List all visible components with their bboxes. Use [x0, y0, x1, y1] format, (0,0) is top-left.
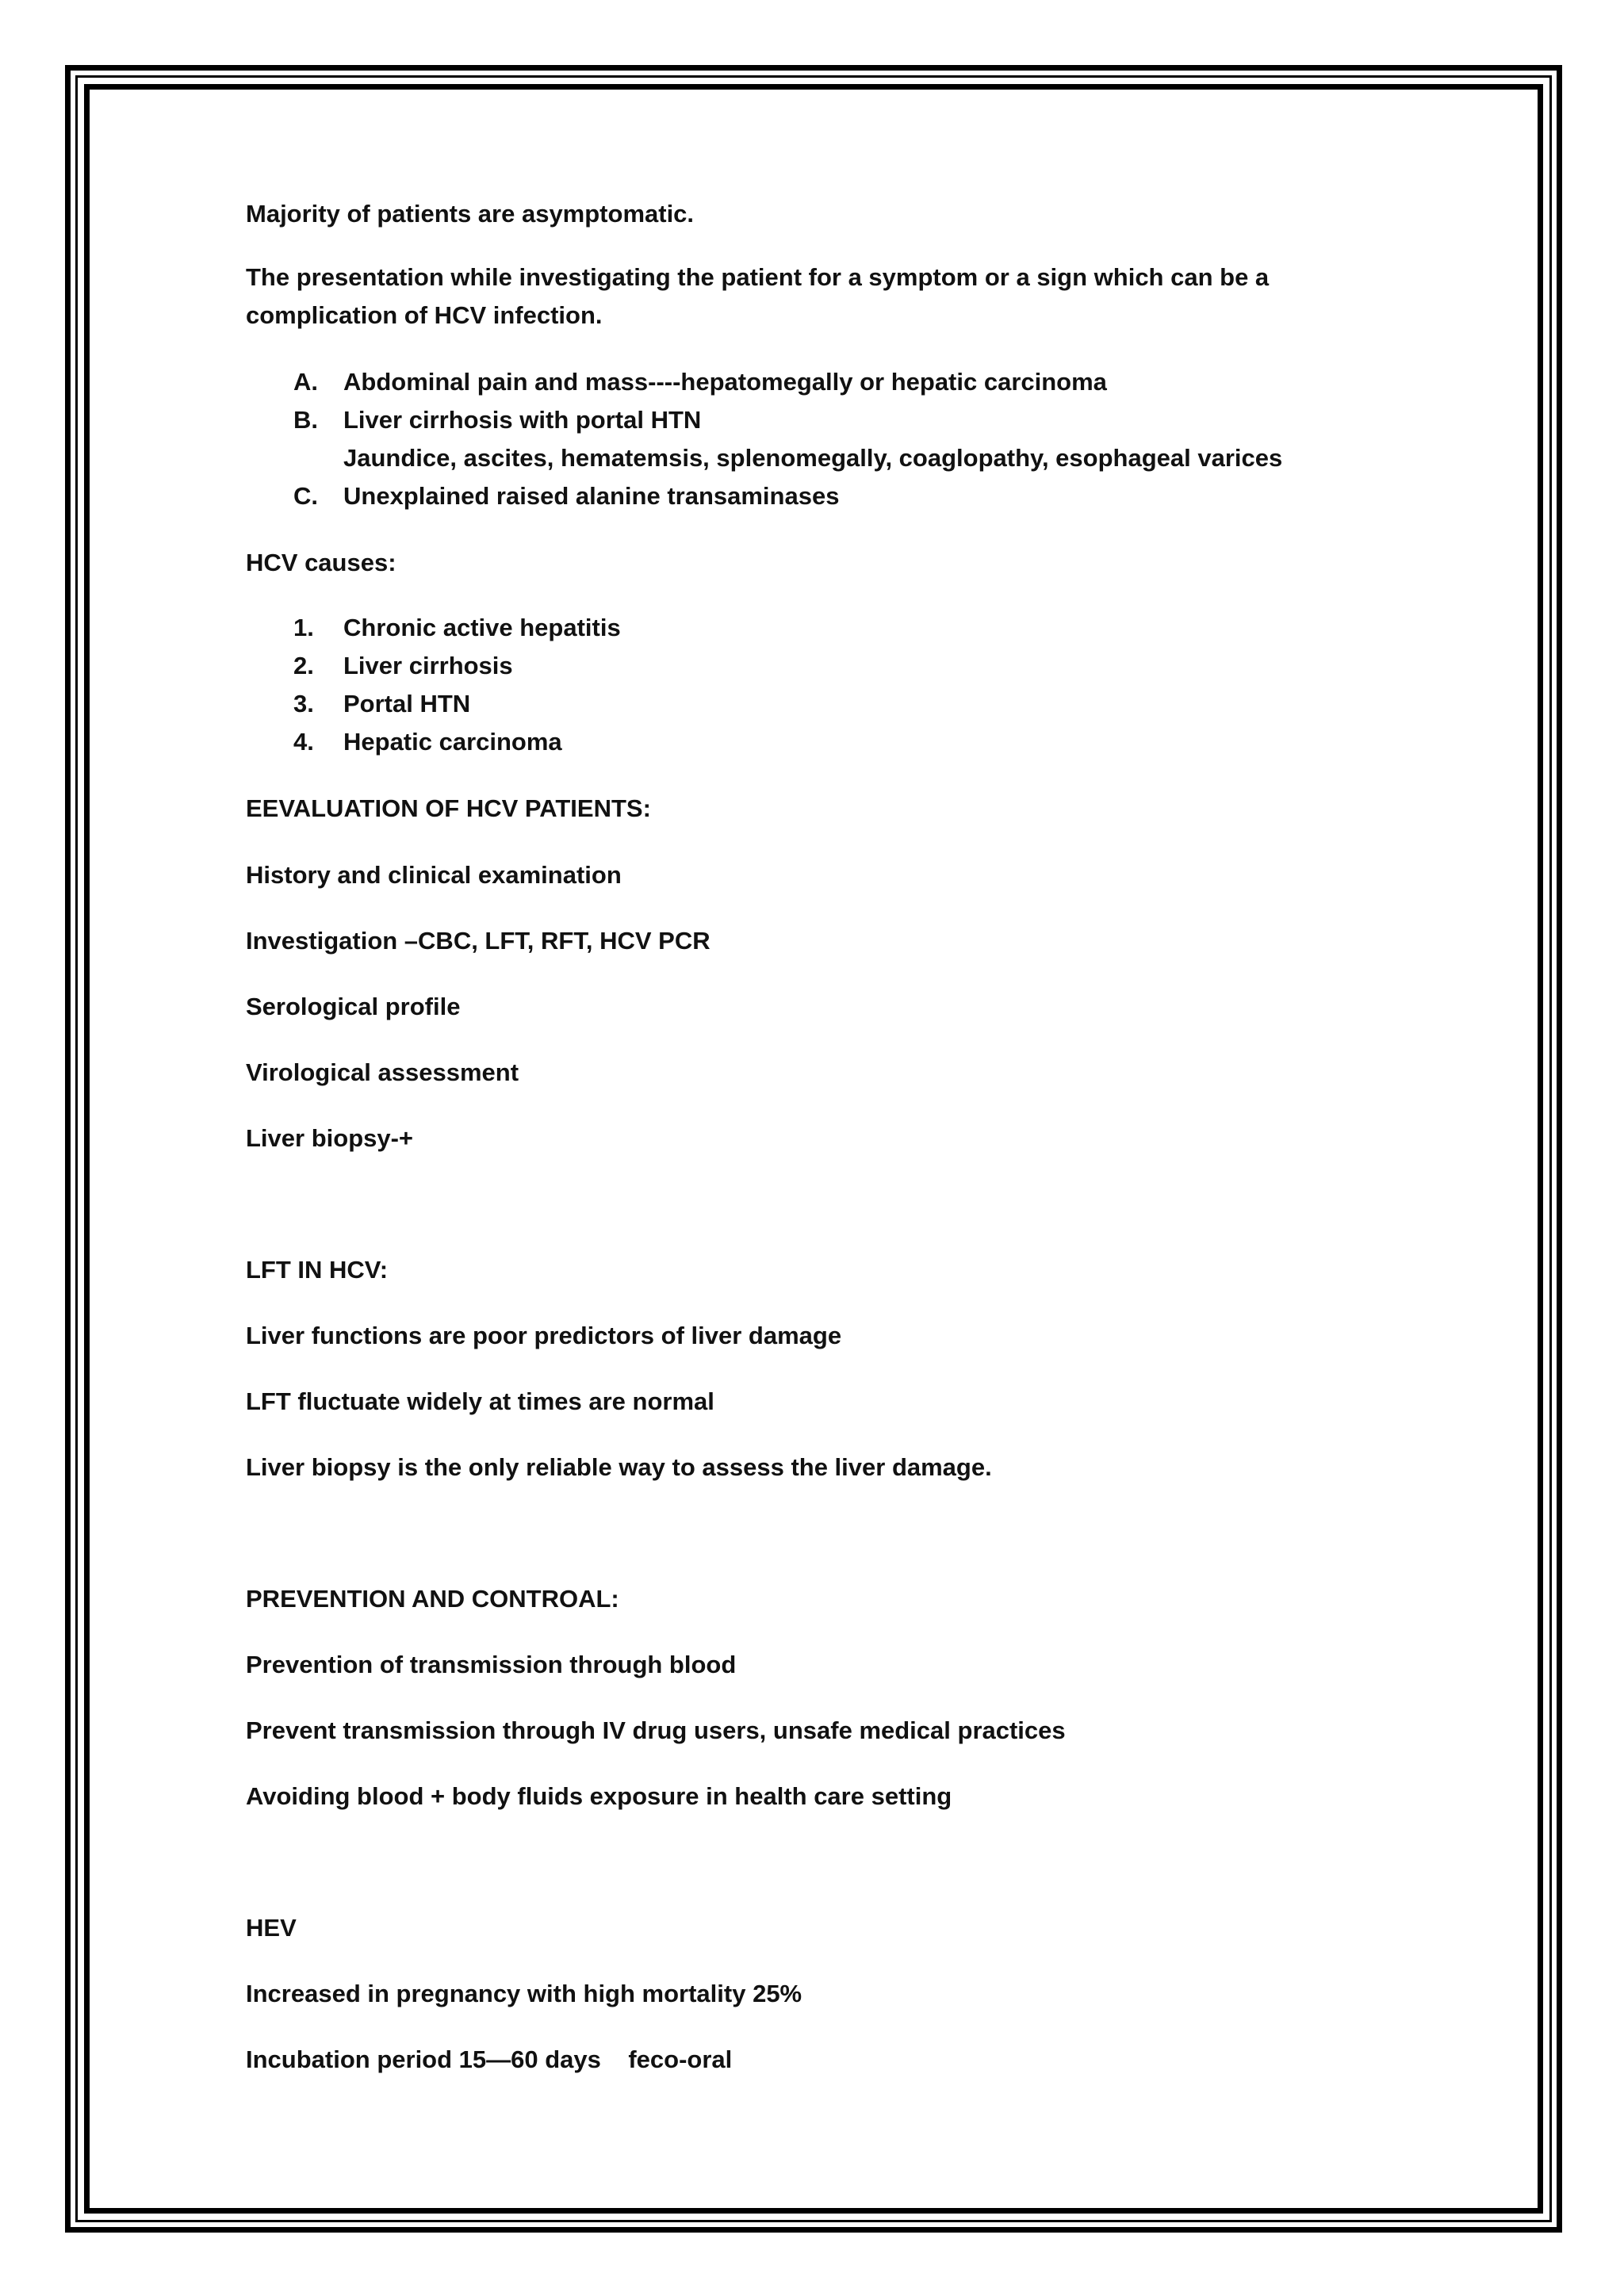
evaluation-item: Serological profile — [246, 993, 461, 1020]
section-heading-hev: HEV — [246, 1914, 297, 1942]
list-item-text: Abdominal pain and mass----hepatomegally or hepatic carcinoma — [343, 368, 1107, 396]
list-marker: 2. — [293, 652, 314, 679]
list-item-subtext: Jaundice, ascites, hematemsis, splenomegally, coaglopathy, esophageal varices — [343, 444, 1283, 472]
list-item-text: Liver cirrhosis with portal HTN — [343, 406, 702, 434]
list-marker: 1. — [293, 614, 314, 641]
list-marker: C. — [293, 482, 318, 510]
evaluation-item: Liver biopsy-+ — [246, 1124, 414, 1152]
list-marker: 4. — [293, 728, 314, 756]
intro-paragraph-1: Majority of patients are asymptomatic. — [246, 200, 695, 228]
prevention-item: Avoiding blood + body fluids exposure in health care setting — [246, 1782, 952, 1810]
section-heading-prevention: PREVENTION AND CONTROAL: — [246, 1585, 619, 1613]
intro-paragraph-2-line-1: The presentation while investigating the patient for a symptom or a sign which can be a — [246, 263, 1270, 291]
list-marker: A. — [293, 368, 318, 396]
list-marker: 3. — [293, 690, 314, 718]
section-heading-lft: LFT IN HCV: — [246, 1256, 389, 1284]
list-item-text: Unexplained raised alanine transaminases — [343, 482, 840, 510]
list-item-text: Portal HTN — [343, 690, 471, 718]
intro-paragraph-2-line-2: complication of HCV infection. — [246, 301, 603, 329]
lft-item: LFT fluctuate widely at times are normal — [246, 1387, 714, 1415]
prevention-item: Prevention of transmission through blood — [246, 1651, 737, 1678]
list-marker: B. — [293, 406, 318, 434]
list-item-text: Hepatic carcinoma — [343, 728, 562, 756]
lft-item: Liver biopsy is the only reliable way to assess the liver damage. — [246, 1453, 992, 1481]
section-heading-evaluation: EEVALUATION OF HCV PATIENTS: — [246, 794, 651, 822]
hev-item: Incubation period 15—60 days feco-oral — [246, 2045, 733, 2073]
evaluation-item: History and clinical examination — [246, 861, 622, 889]
evaluation-item: Virological assessment — [246, 1058, 519, 1086]
hev-item: Increased in pregnancy with high mortality 25% — [246, 1980, 802, 2007]
section-heading-causes: HCV causes: — [246, 549, 396, 576]
evaluation-item: Investigation –CBC, LFT, RFT, HCV PCR — [246, 927, 710, 955]
prevention-item: Prevent transmission through IV drug users, unsafe medical practices — [246, 1716, 1066, 1744]
lft-item: Liver functions are poor predictors of liver damage — [246, 1322, 842, 1349]
list-item-text: Liver cirrhosis — [343, 652, 513, 679]
list-item-text: Chronic active hepatitis — [343, 614, 621, 641]
